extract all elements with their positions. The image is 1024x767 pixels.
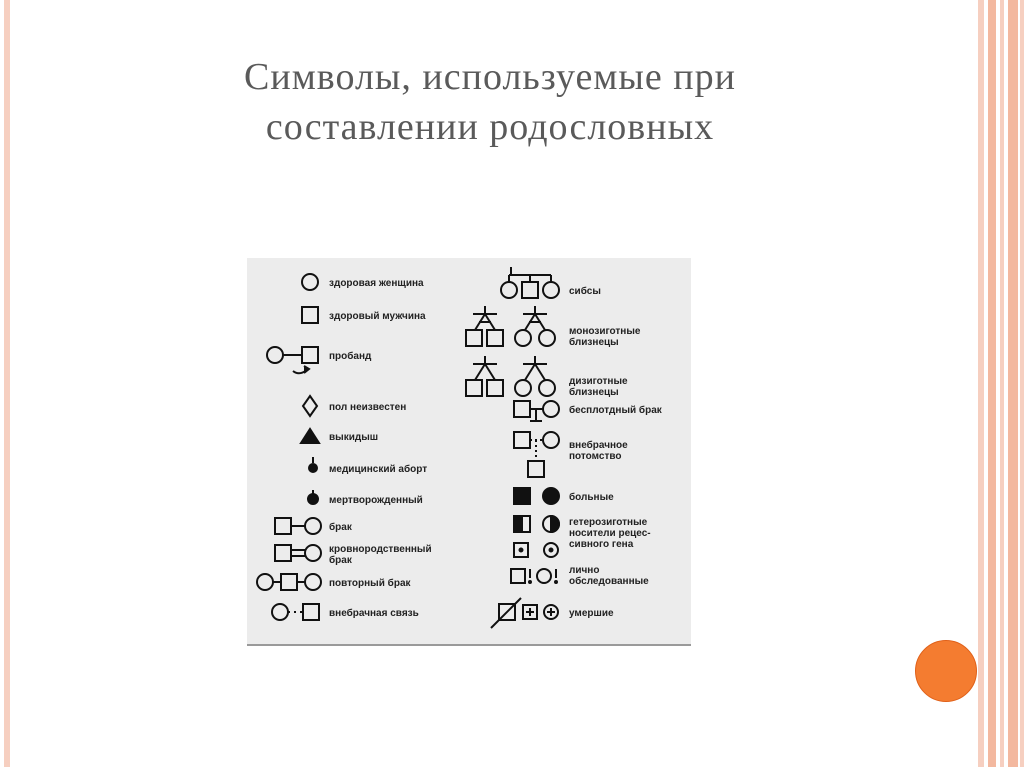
extramarital-relation-label: внебрачная связь <box>329 608 419 619</box>
miscarriage-label: выкидыш <box>329 432 379 443</box>
consanguineous-marriage-symbol <box>275 545 321 561</box>
extramarital-relation-symbol <box>272 604 319 620</box>
medical-abortion-label: медицинский аборт <box>329 464 428 475</box>
remarriage-symbol <box>257 574 321 590</box>
marriage-symbol <box>275 518 321 534</box>
personally-examined-label-line1: лично <box>569 565 600 576</box>
legend-svg <box>247 258 691 644</box>
slide-title-line1: Символы, используемые при <box>244 56 736 98</box>
deceased-symbol <box>491 598 558 628</box>
extramarital-offspring-label-line1: внебрачное <box>569 440 628 451</box>
dizygotic-twins-symbol <box>466 356 555 396</box>
personally-examined-label-line2: обследованные <box>569 576 649 587</box>
carrier-dot-symbol <box>514 543 558 557</box>
decorative-orange-circle <box>915 640 977 702</box>
affected-symbol <box>514 488 559 504</box>
heterozygous-carriers-label-line1: гетерозиготные <box>569 517 648 528</box>
heterozygous-carriers-label-line2: носители рецес- <box>569 528 651 539</box>
monozygotic-twins-symbol <box>466 306 555 346</box>
extramarital-offspring-symbol <box>514 432 559 477</box>
slide-title-line2: составлении родословных <box>265 106 715 148</box>
siblings-symbol <box>501 267 559 298</box>
medical-abortion-symbol <box>309 457 317 472</box>
marriage-label: брак <box>329 522 352 533</box>
heterozygous-carriers-label-line3: сивного гена <box>569 539 634 550</box>
childless-marriage-symbol <box>514 401 559 421</box>
monozygotic-twins-label-line2: близнецы <box>569 337 619 348</box>
consanguineous-marriage-label-line2: брак <box>329 555 352 566</box>
sex-unknown-label: пол неизвестен <box>329 402 407 413</box>
remarriage-label: повторный брак <box>329 578 411 589</box>
healthy-woman-symbol <box>302 274 318 290</box>
stillborn-symbol <box>308 490 318 504</box>
healthy-woman-label: здоровая женщина <box>329 278 424 289</box>
personally-examined-symbol <box>511 569 557 583</box>
heterozygous-carriers-symbol <box>514 516 559 532</box>
affected-label: больные <box>569 492 614 503</box>
right-border-stripes <box>978 0 1024 767</box>
healthy-man-label: здоровый мужчина <box>329 311 426 322</box>
left-border-stripe <box>4 0 10 767</box>
childless-marriage-label: бесплотдный брак <box>569 405 662 416</box>
consanguineous-marriage-label-line1: кровнородственный <box>329 544 432 555</box>
proband-symbol <box>267 347 318 373</box>
proband-label: пробанд <box>329 351 372 362</box>
filled-triangle-icon <box>301 429 319 443</box>
deceased-label: умершие <box>569 608 614 619</box>
stillborn-label: мертворожденный <box>329 495 423 506</box>
monozygotic-twins-label-line1: монозиготные <box>569 326 641 337</box>
slide-title <box>110 52 870 152</box>
dizygotic-twins-label-line2: близнецы <box>569 387 619 398</box>
pedigree-symbols-legend <box>247 258 691 646</box>
dizygotic-twins-label-line1: дизиготные <box>569 376 628 387</box>
diamond-icon <box>303 396 317 416</box>
healthy-man-symbol <box>302 307 318 323</box>
extramarital-offspring-label-line2: потомство <box>569 451 622 462</box>
siblings-label: сибсы <box>569 286 601 297</box>
